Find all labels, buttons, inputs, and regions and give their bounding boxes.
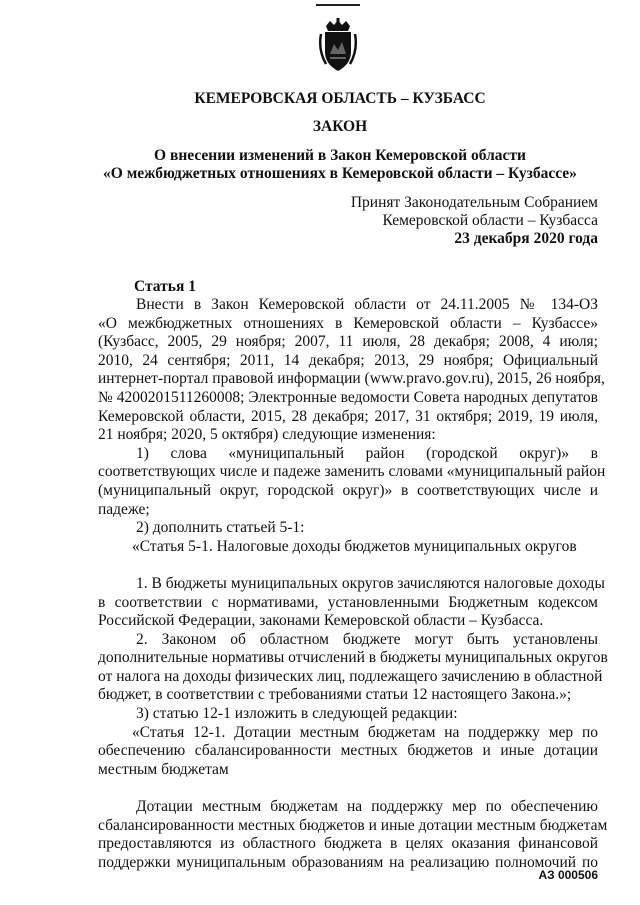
text-line: местным бюджетам: [98, 760, 229, 778]
adoption-line-1: Принят Законодательным Собранием: [350, 194, 598, 211]
text-line: в соответствии с нормативами, установленными Бюджетным кодексом: [98, 593, 598, 611]
text-line: «Статья 5-1. Налоговые доходы бюджетов муниципальных округов: [132, 537, 577, 555]
text-line: Дотации местным бюджетам на поддержку мер по обеспечению: [136, 798, 598, 816]
text-line: 21 ноября; 2020, 5 октября) следующие изменения:: [98, 426, 436, 444]
region-heading: КЕМЕРОВСКАЯ ОБЛАСТЬ – КУЗБАСС: [194, 90, 486, 107]
text-line: сбалансированности местных бюджетов и иные дотации местным бюджетам: [98, 816, 608, 834]
article-body: [98, 296, 608, 872]
text-line: «О межбюджетных отношениях в Кемеровской области – Кузбассе»: [98, 314, 598, 332]
text-line: Российской Федерации, законами Кемеровской области – Кузбасса.: [98, 612, 544, 630]
text-line: Кемеровской области, 2015, 28 декабря; 2017, 31 октября; 2019, 19 июля,: [98, 407, 598, 425]
text-line: № 4200201511260008; Электронные ведомости Совета народных депутатов: [98, 388, 598, 406]
text-line: 1. В бюджеты муниципальных округов зачисляются налоговые доходы: [136, 574, 605, 592]
title-line-2: «О межбюджетных отношениях в Кемеровской области – Кузбассе»: [103, 165, 577, 182]
text-line: интернет-портал правовой информации (www.pravo.gov.ru), 2015, 26 ноября,: [98, 370, 605, 388]
text-line: падеже;: [98, 500, 150, 518]
article-heading: Статья 1: [134, 278, 196, 295]
adoption-date: 23 декабря 2020 года: [454, 230, 598, 247]
text-line: предоставляются из областного бюджета в целях оказания финансовой: [98, 835, 598, 853]
blank-line: [98, 556, 598, 575]
serial-number: АЗ 000506: [538, 868, 598, 882]
text-line: 2. Законом об областном бюджете могут быть установлены: [136, 630, 598, 648]
text-line: (Кузбасс, 2005, 29 ноября; 2007, 11 июля, 28 декабря; 2008, 4 июля;: [98, 333, 598, 351]
text-line: бюджет, в соответствии с требованиями статьи 12 настоящего Закона.»;: [98, 686, 572, 704]
coat-of-arms-icon: [318, 18, 358, 74]
text-line: 1) слова «муниципальный район (городской округ)» в: [136, 444, 598, 462]
adoption-line-2: Кемеровской области – Кузбасса: [382, 212, 598, 229]
text-line: поддержки муниципальным образованиям на реализацию полномочий по: [98, 853, 598, 871]
text-line: дополнительные нормативы отчислений в бюджеты муниципальных округов: [98, 649, 608, 667]
text-line: «Статья 12-1. Дотации местным бюджетам на поддержку мер по: [132, 723, 598, 741]
text-line: соответствующих числе и падеже заменить словами «муниципальный район: [98, 463, 606, 481]
title-line-1: О внесении изменений в Закон Кемеровской области: [154, 147, 526, 164]
text-line: обеспечению сбалансированности местных бюджетов и иные дотации: [98, 742, 598, 760]
blank-line: [98, 779, 598, 798]
text-line: 3) статью 12-1 изложить в следующей редакции:: [136, 705, 458, 723]
text-line: Внести в Закон Кемеровской области от 24.11.2005 № 134-ОЗ: [136, 296, 598, 313]
text-line: от налога на доходы физических лиц, подлежащего зачислению в областной: [98, 667, 603, 685]
document-type: ЗАКОН: [312, 118, 368, 135]
top-edge-mark: [316, 0, 360, 6]
text-line: 2010, 24 сентября; 2011, 14 декабря; 2013, 29 ноября; Официальный: [98, 351, 598, 369]
text-line: 2) дополнить статьей 5-1:: [136, 519, 305, 537]
text-line: (муниципальный округ, городской округ)» в соответствующих числе и: [98, 481, 598, 499]
